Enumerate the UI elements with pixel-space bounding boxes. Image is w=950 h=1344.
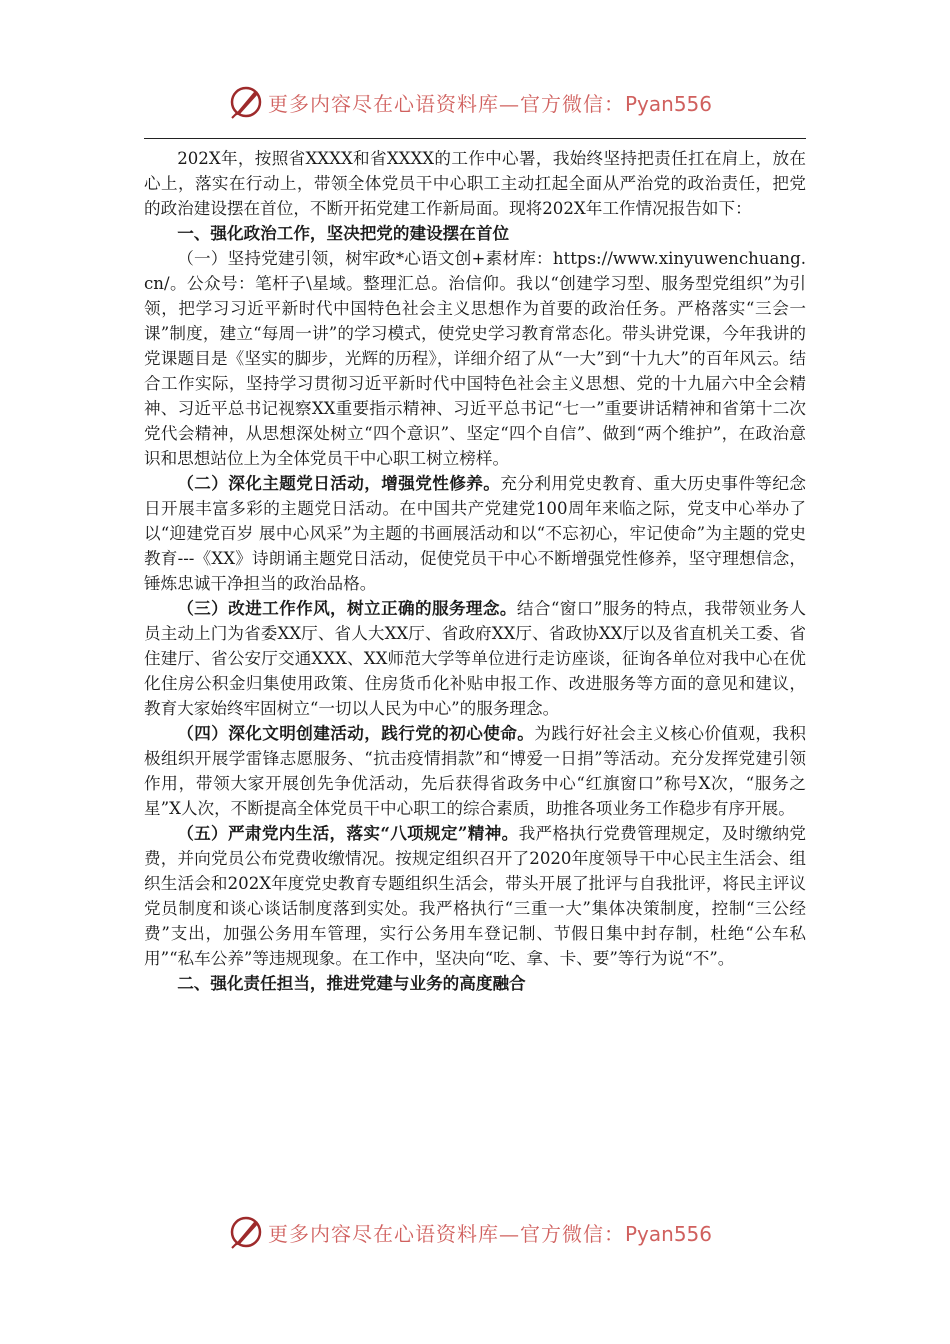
paragraph-1: [144, 246, 806, 471]
paragraph-5: [144, 821, 806, 971]
paragraph-2: [144, 471, 806, 596]
paragraph-5-body: 我严格执行党费管理规定，及时缴纳党费，并向党员公布党费收缴情况。按规定组织召开了2020年度领导干中心民主生活会、组织生活会和202X年度党史教育专题组织生活会，带头开展了批评与自我批评，将民主评议党员制度和谈心谈话制度落到实处。我严格执行“三重一大”集体决策制度，控制“三公经费”支出，加强公务用车管理，实行公务用车登记制、节假日集中封存制，杜绝“公车私用”“私车公养”等违规现象。在工作中，坚决向“吃、拿、卡、要”等行为说“不”。: [144, 824, 807, 968]
section-1-heading: 一、强化政治工作，坚决把党的建设摆在首位: [177, 223, 510, 243]
paragraph-4-body: 为践行好社会主义核心价值观，我积极组织开展学雷锋志愿服务、“抗击疫情捐款”和“博爱一日捐”等活动。充分发挥党建引领作用，带领大家开展创先争优活动，先后获得省政务中心“红旗窗口”称号X次，“服务之星”X人次，不断提高全体党员干中心职工的综合素质，助推各项业务工作稳步有序开展。: [144, 724, 807, 818]
paragraph-1-body: 我以“创建学习型、服务型党组织”为引领，把学习习近平新时代中国特色社会主义思想作为首要的政治任务。严格落实“三会一课”制度，建立“每周一讲”的学习模式，使党史学习教育常态化。带头讲党课，今年我讲的党课题目是《坚实的脚步，光辉的历程》，详细介绍了从“一大”到“十九大”的百年风云。结合工作实际，坚持学习贯彻习近平新时代中国特色社会主义思想、党的十九届六中全会精神、习近平总书记视察XX重要指示精神、习近平总书记“七一”重要讲话精神和省第十二次党代会精神，从思想深处树立“四个意识”、坚定“四个自信”、做到“两个维护”，在政治意识和思想站位上为全体党员干中心职工树立榜样。: [144, 274, 806, 468]
section-2-heading: 二、强化责任担当，推进党建与业务的高度融合: [177, 973, 526, 993]
paragraph-4-lead: （四）深化文明创建活动，践行党的初心使命。: [177, 723, 535, 743]
paragraph-3-lead: （三）改进工作作风，树立正确的服务理念。: [177, 598, 517, 618]
quill-logo-icon: [228, 1214, 264, 1250]
footer-banner-text: 更多内容尽在心语资料库—官方微信：Pyan556: [268, 1221, 713, 1246]
header-banner: [228, 82, 748, 122]
quill-logo-icon: [228, 84, 264, 120]
header-banner-text: 更多内容尽在心语资料库—官方微信：Pyan556: [268, 91, 713, 116]
paragraph-4: [144, 721, 806, 821]
document-body: [144, 146, 806, 996]
header-divider: [144, 138, 806, 139]
paragraph-2-lead: （二）深化主题党日活动，增强党性修养。: [177, 473, 501, 493]
paragraph-3-body: 结合“窗口”服务的特点，我带领业务人员主动上门为省委XX厅、省人大XX厅、省政府XX厅、省政协XX厅以及省直机关工委、省住建厅、省公安厅交通XXX、XX师范大学等单位进行走访座谈，征询各单位对我中心在优化住房公积金归集使用政策、住房货币化补贴申报工作、改进服务等方面的意见和建议，教育大家始终牢固树立“一切以人民为中心”的服务理念。: [144, 599, 807, 718]
intro-paragraph: 202X年，按照省XXXX和省XXXX的工作中心署，我始终坚持把责任扛在肩上，放在心上，落实在行动上，带领全体党员干中心职工主动扛起全面从严治党的政治责任，把党的政治建设摆在首位，不断开拓党建工作新局面。现将202X年工作情况报告如下：: [144, 149, 806, 218]
footer-banner: [228, 1212, 748, 1252]
paragraph-1-lead: （一）坚持党建引领，树牢政*心语文创+素材库：https://www.xinyuwenchuang.cn/。公众号：笔杆子\星域。整理汇总。治信仰。: [144, 249, 806, 293]
paragraph-3: [144, 596, 806, 721]
paragraph-2-body: 充分利用党史教育、重大历史事件等纪念日开展丰富多彩的主题党日活动。在中国共产党建党100周年来临之际，党支中心举办了以“迎建党百岁 展中心风采”为主题的书画展活动和以“不忘初心，牢记使命”为主题的党史教育---《XX》诗朗诵主题党日活动，促使党员干中心不断增强党性修养，坚守理想信念，锤炼忠诚干净担当的政治品格。: [144, 474, 807, 593]
paragraph-5-lead: （五）严肃党内生活，落实“八项规定”精神。: [177, 823, 519, 843]
